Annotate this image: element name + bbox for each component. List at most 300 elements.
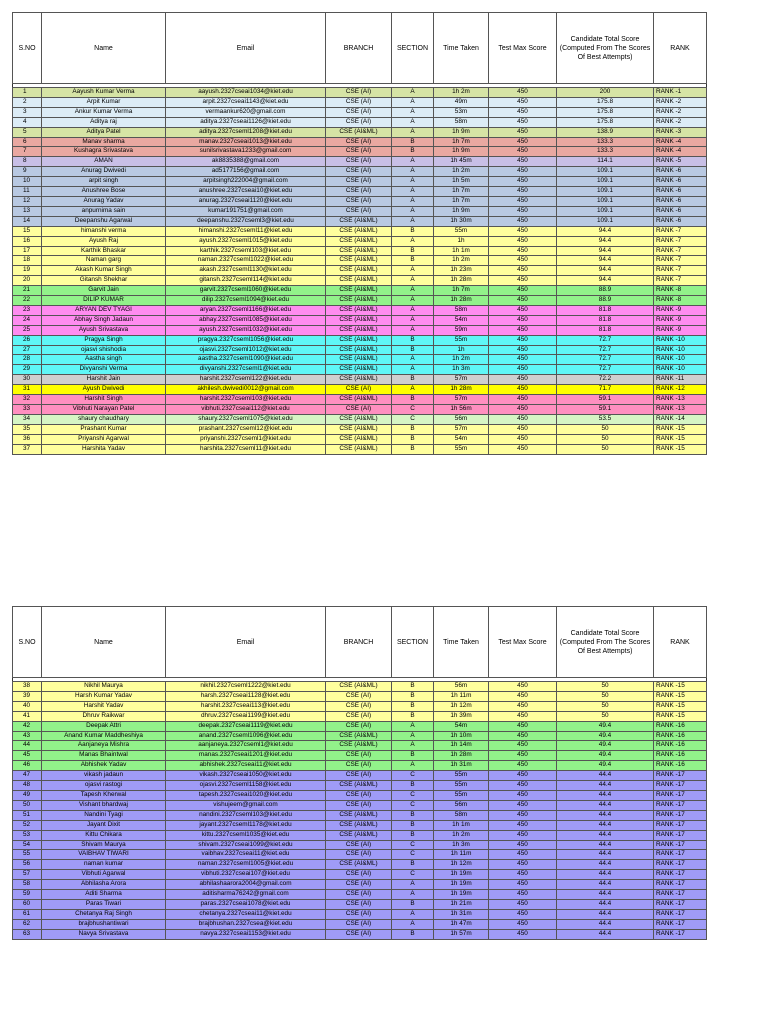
table-row [13, 246, 707, 256]
cell-rank: RANK -5 [654, 157, 707, 167]
header-email: Email [166, 13, 326, 84]
cell-branch: CSE (AI&ML) [326, 296, 392, 306]
cell-max-score: 450 [489, 97, 557, 107]
table-row [13, 266, 707, 276]
cell-branch: CSE (AI&ML) [326, 444, 392, 454]
cell-total-score: 94.4 [557, 266, 654, 276]
cell-time-taken: 1h [434, 345, 489, 355]
cell-total-score: 109.1 [557, 167, 654, 177]
cell-branch: CSE (AI&ML) [326, 305, 392, 315]
cell-rank: RANK -7 [654, 266, 707, 276]
cell-email: vermaankur620@gmail.com [166, 107, 326, 117]
cell-rank: RANK -2 [654, 117, 707, 127]
header-row [13, 607, 707, 678]
cell-max-score: 450 [489, 890, 557, 900]
table-row [13, 305, 707, 315]
cell-section: A [392, 157, 434, 167]
cell-email: shaury.2327cseml1075@kiet.edu [166, 414, 326, 424]
cell-name: Anurag Dwivedi [42, 167, 166, 177]
header-email: Email [166, 607, 326, 678]
table-row [13, 870, 707, 880]
cell-email: arpitsingh222004@gmail.com [166, 177, 326, 187]
cell-rank: RANK -17 [654, 830, 707, 840]
cell-section: A [392, 107, 434, 117]
cell-email: navya.2327cseai1153@kiet.edu [166, 929, 326, 939]
table-row [13, 296, 707, 306]
table-row [13, 355, 707, 365]
cell-max-score: 450 [489, 820, 557, 830]
header-total-score: Candidate Total Score (Computed From The Scores Of Best Attempts) [557, 607, 654, 678]
cell-section: A [392, 177, 434, 187]
cell-rank: RANK -17 [654, 890, 707, 900]
cell-time-taken: 55m [434, 226, 489, 236]
cell-branch: CSE (AI) [326, 701, 392, 711]
cell-max-score: 450 [489, 800, 557, 810]
cell-max-score: 450 [489, 187, 557, 197]
cell-sno: 47 [13, 771, 42, 781]
cell-rank: RANK -17 [654, 771, 707, 781]
cell-branch: CSE (AI&ML) [326, 731, 392, 741]
cell-total-score: 44.4 [557, 880, 654, 890]
cell-total-score: 44.4 [557, 929, 654, 939]
cell-time-taken: 59m [434, 325, 489, 335]
cell-max-score: 450 [489, 682, 557, 692]
cell-sno: 37 [13, 444, 42, 454]
cell-sno: 16 [13, 236, 42, 246]
cell-rank: RANK -6 [654, 206, 707, 216]
cell-section: A [392, 97, 434, 107]
cell-time-taken: 1h 3m [434, 840, 489, 850]
table-row [13, 127, 707, 137]
cell-section: B [392, 395, 434, 405]
header-max-score: Test Max Score [489, 607, 557, 678]
cell-time-taken: 56m [434, 414, 489, 424]
cell-rank: RANK -17 [654, 899, 707, 909]
cell-sno: 21 [13, 286, 42, 296]
cell-branch: CSE (AI) [326, 751, 392, 761]
cell-sno: 56 [13, 860, 42, 870]
cell-name: Harshit Yadav [42, 701, 166, 711]
cell-name: Vibhuti Narayan Patel [42, 405, 166, 415]
cell-branch: CSE (AI&ML) [326, 395, 392, 405]
cell-email: aditya.2327cseai1126@kiet.edu [166, 117, 326, 127]
cell-sno: 9 [13, 167, 42, 177]
cell-branch: CSE (AI) [326, 177, 392, 187]
cell-rank: RANK -10 [654, 365, 707, 375]
cell-rank: RANK -17 [654, 850, 707, 860]
cell-sno: 51 [13, 810, 42, 820]
cell-name: brajbhushantiwari [42, 919, 166, 929]
cell-max-score: 450 [489, 830, 557, 840]
cell-total-score: 114.1 [557, 157, 654, 167]
cell-branch: CSE (AI&ML) [326, 266, 392, 276]
cell-email: shivam.2327cseai1099@kiet.edu [166, 840, 326, 850]
cell-section: B [392, 434, 434, 444]
cell-section: A [392, 355, 434, 365]
table-row [13, 395, 707, 405]
table-row [13, 424, 707, 434]
cell-email: tapesh.2327cseai1020@kiet.edu [166, 790, 326, 800]
cell-sno: 42 [13, 721, 42, 731]
cell-name: anpurnima sain [42, 206, 166, 216]
cell-email: abhilashaarora2004@gmail.com [166, 880, 326, 890]
cell-rank: RANK -2 [654, 97, 707, 107]
cell-rank: RANK -16 [654, 741, 707, 751]
cell-sno: 39 [13, 691, 42, 701]
cell-sno: 2 [13, 97, 42, 107]
cell-section: B [392, 147, 434, 157]
cell-sno: 53 [13, 830, 42, 840]
cell-max-score: 450 [489, 771, 557, 781]
cell-branch: CSE (AI) [326, 909, 392, 919]
cell-rank: RANK -7 [654, 236, 707, 246]
table-row [13, 781, 707, 791]
cell-time-taken: 1h [434, 236, 489, 246]
cell-rank: RANK -15 [654, 711, 707, 721]
cell-email: harshita.2327cseml11@kiet.edu [166, 444, 326, 454]
cell-total-score: 133.3 [557, 137, 654, 147]
cell-section: A [392, 909, 434, 919]
cell-sno: 49 [13, 790, 42, 800]
cell-section: A [392, 236, 434, 246]
cell-name: Harshit Jain [42, 375, 166, 385]
cell-name: Abhishek Yadav [42, 761, 166, 771]
cell-name: Divyanshi Verma [42, 365, 166, 375]
cell-branch: CSE (AI) [326, 196, 392, 206]
cell-branch: CSE (AI) [326, 107, 392, 117]
cell-rank: RANK -14 [654, 414, 707, 424]
cell-name: himanshi verma [42, 226, 166, 236]
cell-section: A [392, 296, 434, 306]
table-row [13, 137, 707, 147]
cell-branch: CSE (AI&ML) [326, 286, 392, 296]
cell-email: garvit.2327cseml1060@kiet.edu [166, 286, 326, 296]
cell-name: vikash jadaun [42, 771, 166, 781]
cell-section: A [392, 365, 434, 375]
cell-max-score: 450 [489, 315, 557, 325]
cell-sno: 34 [13, 414, 42, 424]
header-time: Time Taken [434, 607, 489, 678]
cell-name: Vishant bhardwaj [42, 800, 166, 810]
header-max-score: Test Max Score [489, 13, 557, 84]
cell-section: A [392, 276, 434, 286]
cell-email: gitansh.2327cseml114@kiet.edu [166, 276, 326, 286]
cell-branch: CSE (AI) [326, 761, 392, 771]
cell-email: himanshi.2327cseml11@kiet.edu [166, 226, 326, 236]
cell-rank: RANK -13 [654, 405, 707, 415]
table-row [13, 701, 707, 711]
cell-name: ojasvi shishodia [42, 345, 166, 355]
cell-max-score: 450 [489, 196, 557, 206]
cell-time-taken: 1h 2m [434, 256, 489, 266]
cell-rank: RANK -15 [654, 682, 707, 692]
cell-total-score: 44.4 [557, 810, 654, 820]
cell-branch: CSE (AI) [326, 691, 392, 701]
table-row [13, 107, 707, 117]
cell-email: divyanshi.2327cseml1@kiet.edu [166, 365, 326, 375]
table-body-1 [13, 88, 707, 455]
cell-time-taken: 57m [434, 375, 489, 385]
cell-branch: CSE (AI) [326, 97, 392, 107]
table-row [13, 751, 707, 761]
cell-total-score: 175.8 [557, 97, 654, 107]
cell-email: ojasvi.2327cseml1158@kiet.edu [166, 781, 326, 791]
cell-name: Gitansh Shekhar [42, 276, 166, 286]
cell-branch: CSE (AI) [326, 721, 392, 731]
cell-time-taken: 1h 28m [434, 385, 489, 395]
cell-max-score: 450 [489, 741, 557, 751]
cell-branch: CSE (AI) [326, 880, 392, 890]
cell-total-score: 44.4 [557, 890, 654, 900]
cell-sno: 40 [13, 701, 42, 711]
cell-branch: CSE (AI) [326, 929, 392, 939]
cell-total-score: 138.9 [557, 127, 654, 137]
cell-email: paras.2327cseai1078@kiet.edu [166, 899, 326, 909]
cell-total-score: 44.4 [557, 790, 654, 800]
cell-max-score: 450 [489, 127, 557, 137]
cell-max-score: 450 [489, 405, 557, 415]
cell-name: AMAN [42, 157, 166, 167]
table-row [13, 800, 707, 810]
cell-email: vaibhav.2327cseai11@kiet.edu [166, 850, 326, 860]
table-row [13, 840, 707, 850]
cell-section: C [392, 790, 434, 800]
cell-max-score: 450 [489, 355, 557, 365]
cell-total-score: 49.4 [557, 741, 654, 751]
cell-sno: 7 [13, 147, 42, 157]
cell-rank: RANK -17 [654, 810, 707, 820]
cell-sno: 28 [13, 355, 42, 365]
cell-name: Prashant Kumar [42, 424, 166, 434]
cell-total-score: 81.8 [557, 305, 654, 315]
cell-sno: 32 [13, 395, 42, 405]
cell-email: aayush.2327cseai1034@kiet.edu [166, 88, 326, 98]
cell-name: Aditi Sharma [42, 890, 166, 900]
cell-time-taken: 1h 30m [434, 216, 489, 226]
cell-branch: CSE (AI) [326, 870, 392, 880]
cell-sno: 57 [13, 870, 42, 880]
cell-branch: CSE (AI&ML) [326, 256, 392, 266]
cell-rank: RANK -15 [654, 691, 707, 701]
cell-section: A [392, 216, 434, 226]
cell-sno: 12 [13, 196, 42, 206]
cell-sno: 36 [13, 434, 42, 444]
cell-max-score: 450 [489, 850, 557, 860]
cell-name: Jayant Dixit [42, 820, 166, 830]
cell-email: ojasvi.2327cseml1012@kiet.edu [166, 345, 326, 355]
header-rank: RANK [654, 13, 707, 84]
table-row [13, 167, 707, 177]
header-branch: BRANCH [326, 13, 392, 84]
cell-max-score: 450 [489, 860, 557, 870]
cell-max-score: 450 [489, 385, 557, 395]
cell-name: arpit singh [42, 177, 166, 187]
table-row [13, 890, 707, 900]
cell-max-score: 450 [489, 810, 557, 820]
cell-rank: RANK -15 [654, 701, 707, 711]
cell-branch: CSE (AI&ML) [326, 216, 392, 226]
table-row [13, 434, 707, 444]
cell-section: B [392, 424, 434, 434]
cell-total-score: 44.4 [557, 840, 654, 850]
cell-sno: 46 [13, 761, 42, 771]
cell-section: A [392, 286, 434, 296]
cell-max-score: 450 [489, 929, 557, 939]
cell-time-taken: 1h 1m [434, 820, 489, 830]
cell-time-taken: 55m [434, 771, 489, 781]
cell-email: arpit.2327cseai1143@kiet.edu [166, 97, 326, 107]
cell-time-taken: 57m [434, 395, 489, 405]
cell-total-score: 59.1 [557, 405, 654, 415]
cell-total-score: 44.4 [557, 899, 654, 909]
table-row [13, 899, 707, 909]
cell-rank: RANK -4 [654, 147, 707, 157]
cell-time-taken: 53m [434, 107, 489, 117]
cell-max-score: 450 [489, 781, 557, 791]
cell-time-taken: 1h 2m [434, 167, 489, 177]
table-row [13, 236, 707, 246]
cell-max-score: 450 [489, 335, 557, 345]
cell-section: B [392, 682, 434, 692]
cell-time-taken: 1h 28m [434, 751, 489, 761]
table-row [13, 691, 707, 701]
cell-rank: RANK -17 [654, 790, 707, 800]
cell-max-score: 450 [489, 870, 557, 880]
cell-rank: RANK -17 [654, 880, 707, 890]
cell-sno: 58 [13, 880, 42, 890]
cell-name: Manav sharma [42, 137, 166, 147]
cell-name: Shivam Maurya [42, 840, 166, 850]
cell-sno: 33 [13, 405, 42, 415]
cell-total-score: 49.4 [557, 761, 654, 771]
cell-total-score: 72.7 [557, 335, 654, 345]
cell-time-taken: 58m [434, 117, 489, 127]
cell-email: aastha.2327cseml1090@kiet.edu [166, 355, 326, 365]
table-row [13, 405, 707, 415]
cell-total-score: 109.1 [557, 177, 654, 187]
cell-branch: CSE (AI) [326, 385, 392, 395]
cell-max-score: 450 [489, 137, 557, 147]
cell-sno: 3 [13, 107, 42, 117]
cell-max-score: 450 [489, 880, 557, 890]
table-row [13, 919, 707, 929]
table-row [13, 444, 707, 454]
cell-total-score: 44.4 [557, 909, 654, 919]
cell-sno: 35 [13, 424, 42, 434]
cell-sno: 22 [13, 296, 42, 306]
table-row [13, 414, 707, 424]
cell-email: harsh.2327cseai1128@kiet.edu [166, 691, 326, 701]
cell-section: A [392, 167, 434, 177]
cell-section: A [392, 325, 434, 335]
cell-section: A [392, 385, 434, 395]
cell-time-taken: 1h 19m [434, 890, 489, 900]
cell-email: anurag.2327cseai1120@kiet.edu [166, 196, 326, 206]
cell-branch: CSE (AI) [326, 850, 392, 860]
cell-time-taken: 1h 1m [434, 246, 489, 256]
cell-max-score: 450 [489, 276, 557, 286]
cell-total-score: 72.7 [557, 365, 654, 375]
cell-email: karthik.2327cseml103@kiet.edu [166, 246, 326, 256]
cell-branch: CSE (AI) [326, 137, 392, 147]
cell-branch: CSE (AI) [326, 157, 392, 167]
cell-email: akash.2327cseml1130@kiet.edu [166, 266, 326, 276]
cell-rank: RANK -17 [654, 800, 707, 810]
cell-section: B [392, 899, 434, 909]
cell-email: ayush.2327cseml1015@kiet.edu [166, 236, 326, 246]
cell-name: VAIBHAV TIWARI [42, 850, 166, 860]
cell-email: dhruv.2327cseai1199@kiet.edu [166, 711, 326, 721]
cell-email: vibhuti.2327cseai107@kiet.edu [166, 870, 326, 880]
cell-max-score: 450 [489, 167, 557, 177]
table-row [13, 850, 707, 860]
cell-rank: RANK -8 [654, 296, 707, 306]
cell-name: Kushagra Srivastava [42, 147, 166, 157]
cell-email: harshit.2327cseml122@kiet.edu [166, 375, 326, 385]
cell-name: Harshit Singh [42, 395, 166, 405]
table-row [13, 682, 707, 692]
cell-branch: CSE (AI&ML) [326, 226, 392, 236]
cell-name: Naman garg [42, 256, 166, 266]
cell-section: A [392, 890, 434, 900]
table-row [13, 286, 707, 296]
cell-name: Ayush Raj [42, 236, 166, 246]
cell-email: sunilsrivastava1233@gmail.com [166, 147, 326, 157]
cell-max-score: 450 [489, 88, 557, 98]
cell-rank: RANK -15 [654, 424, 707, 434]
table-row [13, 256, 707, 266]
cell-time-taken: 1h 31m [434, 761, 489, 771]
cell-sno: 38 [13, 682, 42, 692]
cell-sno: 14 [13, 216, 42, 226]
cell-sno: 55 [13, 850, 42, 860]
ranking-table-2 [12, 606, 707, 940]
cell-max-score: 450 [489, 305, 557, 315]
cell-name: shaury chaudhary [42, 414, 166, 424]
cell-branch: CSE (AI) [326, 711, 392, 721]
cell-name: Arpit Kumar [42, 97, 166, 107]
cell-email: harshit.2327cseai113@kiet.edu [166, 701, 326, 711]
cell-section: B [392, 256, 434, 266]
cell-branch: CSE (AI&ML) [326, 276, 392, 286]
cell-name: Aditya raj [42, 117, 166, 127]
cell-total-score: 50 [557, 682, 654, 692]
cell-section: C [392, 405, 434, 415]
cell-name: Ankur Kumar Verma [42, 107, 166, 117]
cell-email: anushree.2327cseai10@kiet.edu [166, 187, 326, 197]
cell-name: Aditya Patel [42, 127, 166, 137]
cell-branch: CSE (AI&ML) [326, 375, 392, 385]
cell-max-score: 450 [489, 325, 557, 335]
cell-rank: RANK -17 [654, 820, 707, 830]
cell-email: jayant.2327cseml1178@kiet.edu [166, 820, 326, 830]
cell-max-score: 450 [489, 424, 557, 434]
table-row [13, 226, 707, 236]
cell-section: B [392, 929, 434, 939]
cell-max-score: 450 [489, 691, 557, 701]
table-row [13, 711, 707, 721]
cell-email: anand.2327cseml1096@kiet.edu [166, 731, 326, 741]
table-row [13, 315, 707, 325]
cell-branch: CSE (AI) [326, 147, 392, 157]
cell-rank: RANK -9 [654, 325, 707, 335]
cell-section: B [392, 246, 434, 256]
table-row [13, 97, 707, 107]
cell-name: Nikhil Maurya [42, 682, 166, 692]
cell-sno: 19 [13, 266, 42, 276]
cell-sno: 13 [13, 206, 42, 216]
cell-total-score: 72.2 [557, 375, 654, 385]
